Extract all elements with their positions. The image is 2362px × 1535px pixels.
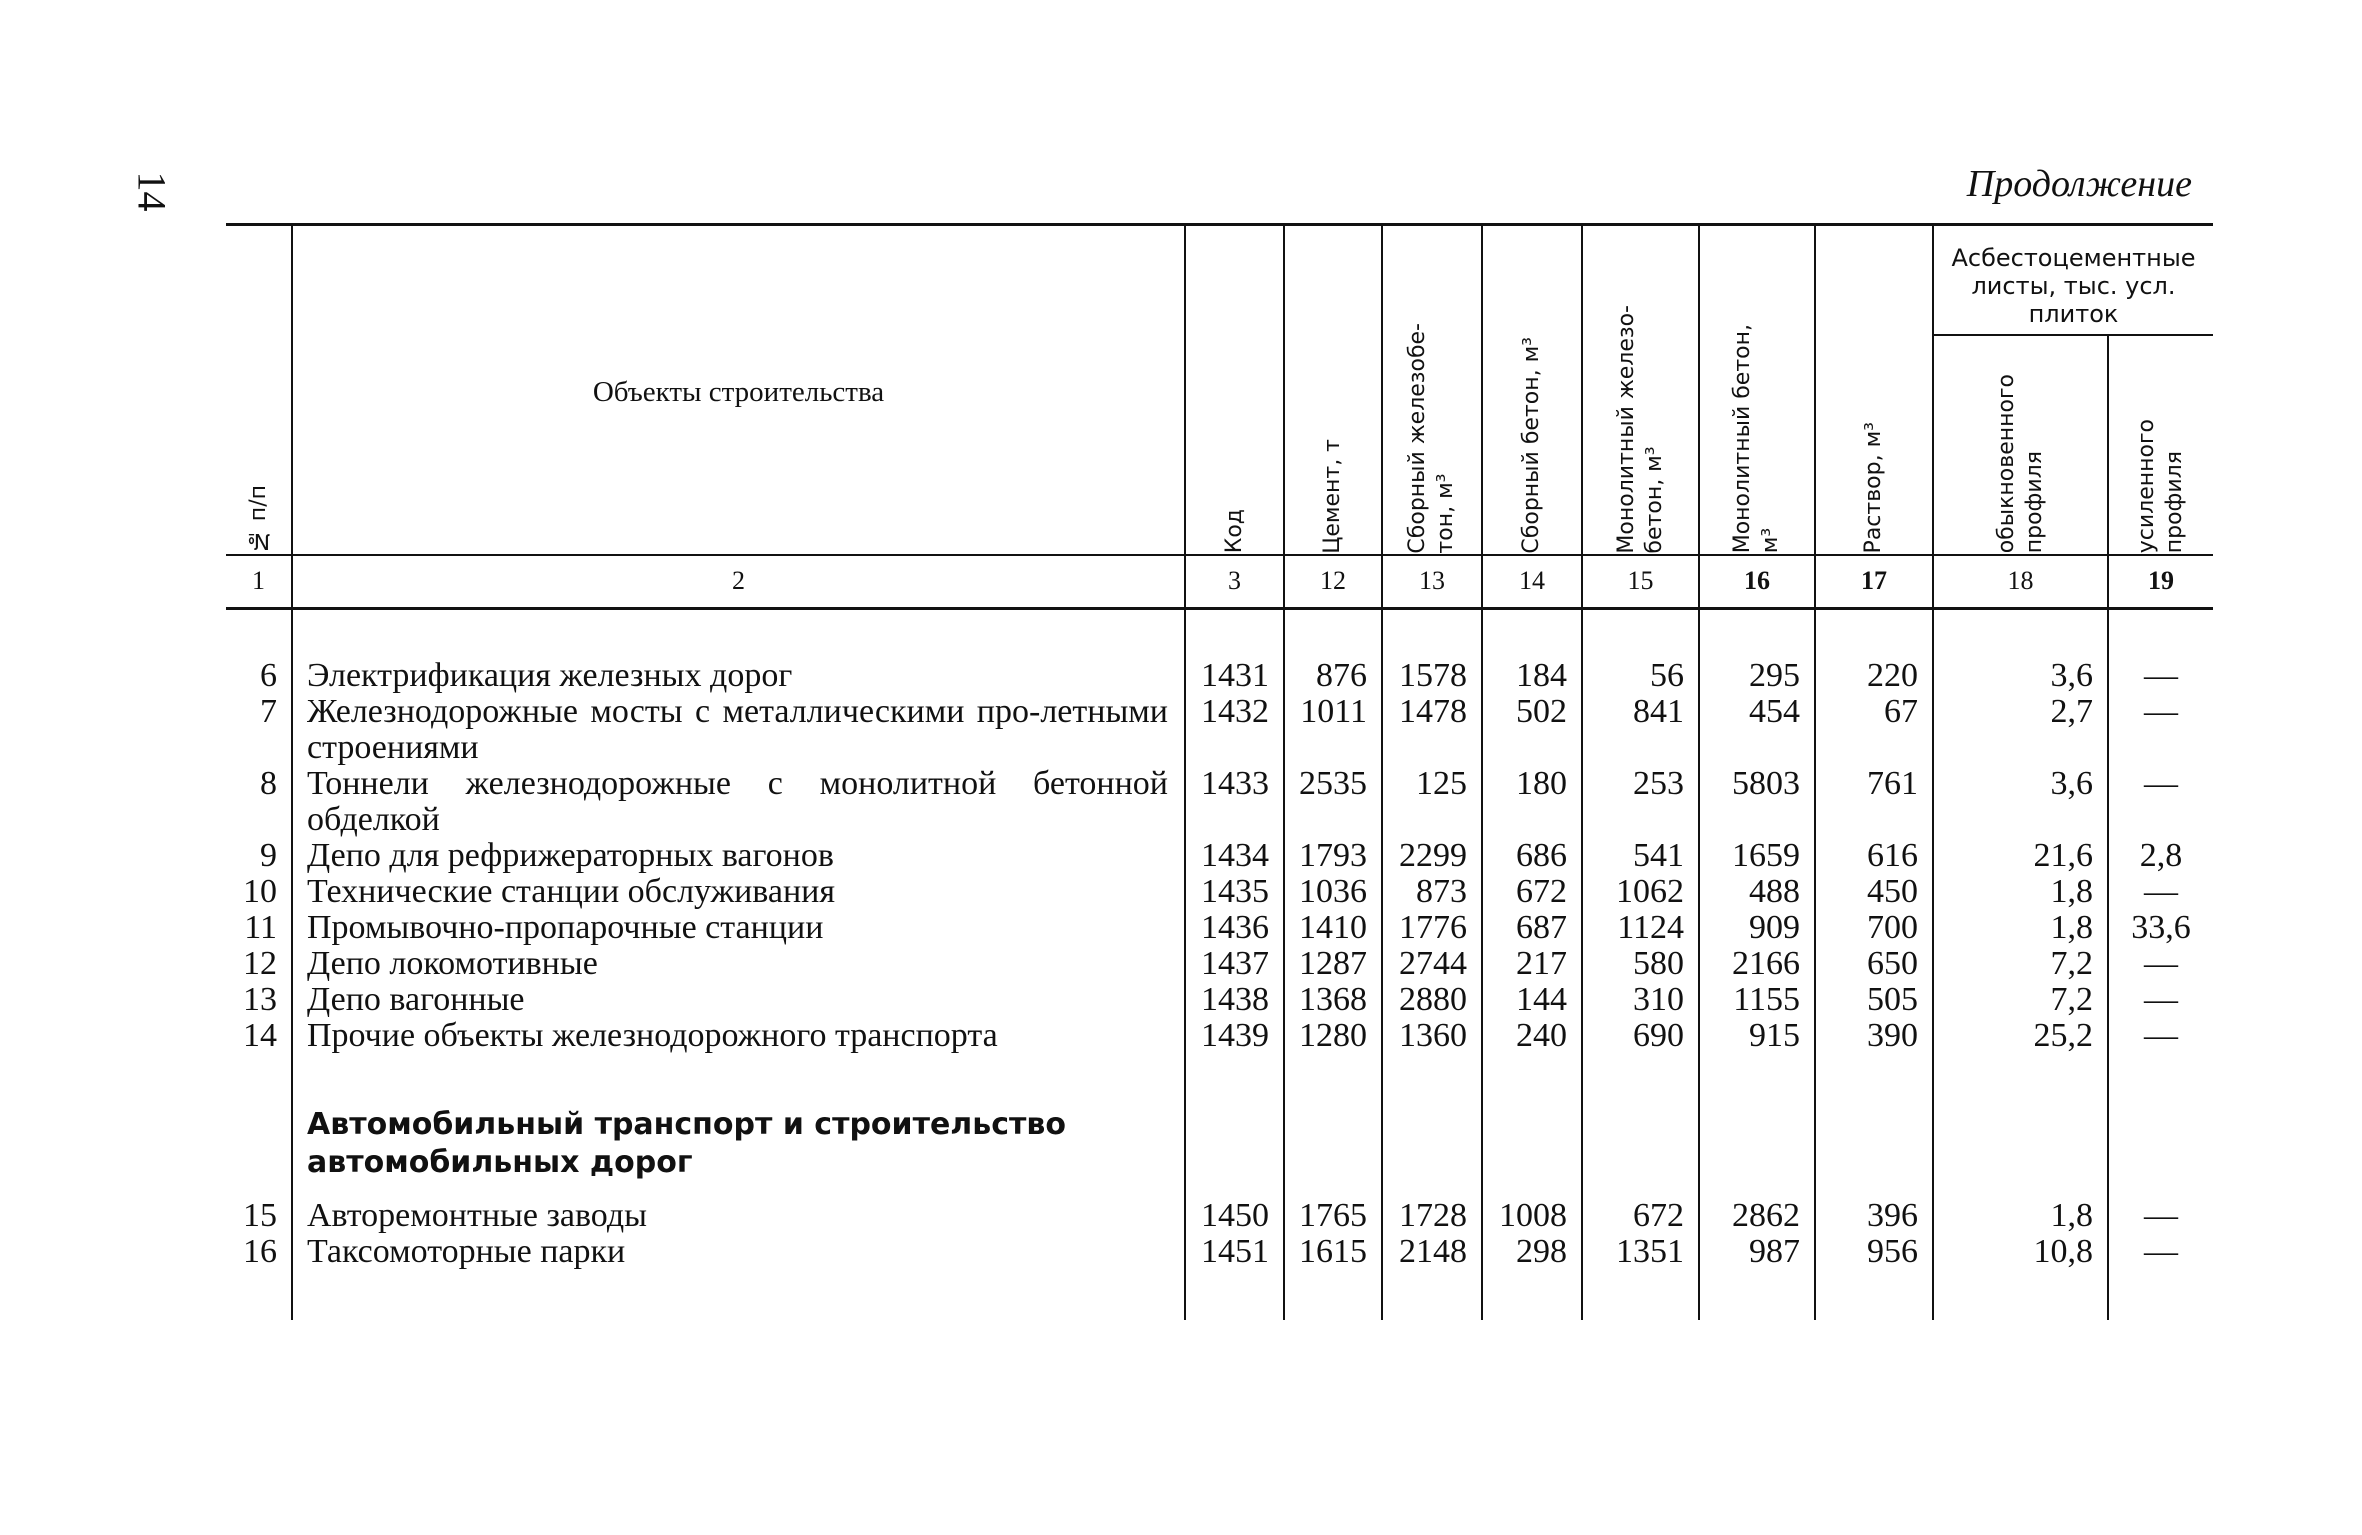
materials-table <box>226 223 2213 1320</box>
row-code: 1433 <box>1185 766 1284 838</box>
section-heading-row <box>226 1106 2213 1182</box>
row-number: 12 <box>226 946 292 982</box>
row-monolithic-concrete: 488 <box>1699 874 1815 910</box>
row-code: 1434 <box>1185 838 1284 874</box>
row-cement: 1280 <box>1284 1018 1382 1054</box>
row-number: 15 <box>226 1198 292 1234</box>
row-code: 1439 <box>1185 1018 1284 1054</box>
row-precast-concrete: 144 <box>1482 982 1582 1018</box>
header-reinforced-profile: усиленного профиля <box>2134 419 2187 554</box>
table-row <box>226 1018 2213 1054</box>
row-precast-rc: 2148 <box>1382 1234 1482 1270</box>
spacer-row <box>226 1182 2213 1198</box>
row-mortar: 390 <box>1815 1018 1933 1054</box>
row-monolithic-concrete: 915 <box>1699 1018 1815 1054</box>
row-code: 1436 <box>1185 910 1284 946</box>
row-code: 1432 <box>1185 694 1284 766</box>
row-monolithic-rc: 541 <box>1582 838 1699 874</box>
row-precast-rc: 1478 <box>1382 694 1482 766</box>
row-cement: 1287 <box>1284 946 1382 982</box>
row-monolithic-rc: 1062 <box>1582 874 1699 910</box>
row-reinforced-profile: — <box>2144 873 2178 910</box>
header-code: Код <box>1185 225 1284 555</box>
table-row <box>226 658 2213 694</box>
header-num: № п/п <box>226 225 292 555</box>
column-index: 12 <box>1284 555 1382 609</box>
row-ordinary-profile: 3,6 <box>1933 658 2108 694</box>
row-ordinary-profile: 21,6 <box>1933 838 2108 874</box>
row-ordinary-profile: 3,6 <box>1933 766 2108 838</box>
header-ordinary-profile: обыкновенного профиля <box>1933 335 2108 555</box>
row-precast-rc: 1776 <box>1382 910 1482 946</box>
table-row <box>226 946 2213 982</box>
section-title: Автомобильный транспорт и строительство автомобильных дорог <box>292 1106 1185 1182</box>
row-name: Промывочно-пропарочные станции <box>292 910 1185 946</box>
row-number: 11 <box>226 910 292 946</box>
row-monolithic-concrete: 1155 <box>1699 982 1815 1018</box>
row-number: 7 <box>226 694 292 766</box>
row-ordinary-profile: 25,2 <box>1933 1018 2108 1054</box>
row-mortar: 396 <box>1815 1198 1933 1234</box>
column-index-row <box>226 555 2213 609</box>
row-name: Технические станции обслуживания <box>292 874 1185 910</box>
table-row <box>226 982 2213 1018</box>
row-monolithic-rc: 690 <box>1582 1018 1699 1054</box>
row-monolithic-concrete: 2862 <box>1699 1198 1815 1234</box>
table-row <box>226 910 2213 946</box>
materials-table-container <box>226 223 2213 1320</box>
row-ordinary-profile: 10,8 <box>1933 1234 2108 1270</box>
header-cement: Цемент, т <box>1284 225 1382 555</box>
table-row <box>226 1234 2213 1270</box>
row-cement: 1410 <box>1284 910 1382 946</box>
row-name: Железнодорожные мосты с металлическими про-летными строениями <box>292 694 1185 766</box>
spacer-row <box>226 1054 2213 1106</box>
row-precast-rc: 2299 <box>1382 838 1482 874</box>
table-row <box>226 874 2213 910</box>
row-monolithic-rc: 56 <box>1582 658 1699 694</box>
column-index: 13 <box>1382 555 1482 609</box>
row-number: 16 <box>226 1234 292 1270</box>
row-reinforced-profile: — <box>2144 693 2178 730</box>
row-reinforced-profile: — <box>2144 657 2178 694</box>
row-cement: 2535 <box>1284 766 1382 838</box>
table-row <box>226 838 2213 874</box>
column-index: 15 <box>1582 555 1699 609</box>
page-number: 14 <box>129 171 175 212</box>
column-index: 1 <box>226 555 292 609</box>
spacer-row <box>226 609 2213 659</box>
row-mortar: 700 <box>1815 910 1933 946</box>
row-monolithic-concrete: 5803 <box>1699 766 1815 838</box>
row-monolithic-concrete: 295 <box>1699 658 1815 694</box>
row-precast-concrete: 298 <box>1482 1234 1582 1270</box>
row-precast-concrete: 217 <box>1482 946 1582 982</box>
row-code: 1438 <box>1185 982 1284 1018</box>
row-precast-rc: 125 <box>1382 766 1482 838</box>
row-mortar: 220 <box>1815 658 1933 694</box>
row-reinforced-profile: — <box>2144 1017 2178 1054</box>
row-mortar: 505 <box>1815 982 1933 1018</box>
column-index: 19 <box>2108 555 2213 609</box>
row-number: 10 <box>226 874 292 910</box>
row-mortar: 450 <box>1815 874 1933 910</box>
row-monolithic-rc: 672 <box>1582 1198 1699 1234</box>
row-number: 6 <box>226 658 292 694</box>
row-monolithic-rc: 310 <box>1582 982 1699 1018</box>
row-precast-rc: 2744 <box>1382 946 1482 982</box>
spacer-row <box>226 1270 2213 1320</box>
row-precast-rc: 2880 <box>1382 982 1482 1018</box>
row-precast-concrete: 687 <box>1482 910 1582 946</box>
header-monolithic-rc: Монолитный железо- бетон, м³ <box>1582 225 1699 555</box>
row-mortar: 650 <box>1815 946 1933 982</box>
row-name: Электрификация железных дорог <box>292 658 1185 694</box>
header-name: Объекты строительства <box>292 225 1185 555</box>
row-cement: 1765 <box>1284 1198 1382 1234</box>
row-code: 1451 <box>1185 1234 1284 1270</box>
row-name: Депо локомотивные <box>292 946 1185 982</box>
row-code: 1431 <box>1185 658 1284 694</box>
row-precast-concrete: 502 <box>1482 694 1582 766</box>
row-cement: 1793 <box>1284 838 1382 874</box>
column-index: 16 <box>1699 555 1815 609</box>
row-number: 8 <box>226 766 292 838</box>
row-precast-concrete: 1008 <box>1482 1198 1582 1234</box>
row-precast-concrete: 686 <box>1482 838 1582 874</box>
row-name: Таксомоторные парки <box>292 1234 1185 1270</box>
row-mortar: 761 <box>1815 766 1933 838</box>
row-monolithic-concrete: 454 <box>1699 694 1815 766</box>
row-reinforced-profile: 33,6 <box>2131 909 2191 946</box>
header-asbestos-group: Асбестоцементные листы, тыс. усл. плиток <box>1933 225 2213 335</box>
row-precast-rc: 1728 <box>1382 1198 1482 1234</box>
row-monolithic-rc: 253 <box>1582 766 1699 838</box>
header-monolithic-concrete: Монолитный бетон, м³ <box>1699 225 1815 555</box>
row-precast-rc: 873 <box>1382 874 1482 910</box>
row-reinforced-profile: — <box>2144 945 2178 982</box>
row-number: 14 <box>226 1018 292 1054</box>
row-mortar: 616 <box>1815 838 1933 874</box>
row-name: Депо для рефрижераторных вагонов <box>292 838 1185 874</box>
table-row <box>226 766 2213 838</box>
column-index: 17 <box>1815 555 1933 609</box>
row-name: Авторемонтные заводы <box>292 1198 1185 1234</box>
row-mortar: 956 <box>1815 1234 1933 1270</box>
row-precast-rc: 1360 <box>1382 1018 1482 1054</box>
column-index: 3 <box>1185 555 1284 609</box>
row-precast-rc: 1578 <box>1382 658 1482 694</box>
row-cement: 1368 <box>1284 982 1382 1018</box>
row-monolithic-rc: 841 <box>1582 694 1699 766</box>
row-monolithic-concrete: 1659 <box>1699 838 1815 874</box>
column-index: 18 <box>1933 555 2108 609</box>
row-cement: 1011 <box>1284 694 1382 766</box>
row-name: Прочие объекты железнодорожного транспорта <box>292 1018 1185 1054</box>
table-row <box>226 1198 2213 1234</box>
row-monolithic-rc: 1351 <box>1582 1234 1699 1270</box>
header-precast-concrete: Сборный бетон, м³ <box>1482 225 1582 555</box>
row-monolithic-concrete: 2166 <box>1699 946 1815 982</box>
row-code: 1435 <box>1185 874 1284 910</box>
row-reinforced-profile: — <box>2144 1197 2178 1234</box>
row-cement: 876 <box>1284 658 1382 694</box>
row-ordinary-profile: 7,2 <box>1933 982 2108 1018</box>
row-reinforced-profile: — <box>2144 765 2178 802</box>
row-cement: 1615 <box>1284 1234 1382 1270</box>
row-precast-concrete: 672 <box>1482 874 1582 910</box>
row-number: 13 <box>226 982 292 1018</box>
row-precast-concrete: 180 <box>1482 766 1582 838</box>
header-mortar: Раствор, м³ <box>1815 225 1933 555</box>
column-index: 2 <box>292 555 1185 609</box>
row-ordinary-profile: 1,8 <box>1933 910 2108 946</box>
table-row <box>226 694 2213 766</box>
header-precast-rc: Сборный железобе- тон, м³ <box>1382 225 1482 555</box>
row-code: 1450 <box>1185 1198 1284 1234</box>
column-index: 14 <box>1482 555 1582 609</box>
row-precast-concrete: 184 <box>1482 658 1582 694</box>
row-ordinary-profile: 1,8 <box>1933 874 2108 910</box>
row-ordinary-profile: 2,7 <box>1933 694 2108 766</box>
row-monolithic-concrete: 909 <box>1699 910 1815 946</box>
row-monolithic-concrete: 987 <box>1699 1234 1815 1270</box>
row-mortar: 67 <box>1815 694 1933 766</box>
row-precast-concrete: 240 <box>1482 1018 1582 1054</box>
row-ordinary-profile: 7,2 <box>1933 946 2108 982</box>
row-name: Депо вагонные <box>292 982 1185 1018</box>
row-code: 1437 <box>1185 946 1284 982</box>
table-body <box>226 609 2213 1321</box>
row-reinforced-profile: — <box>2144 981 2178 1018</box>
row-number: 9 <box>226 838 292 874</box>
row-reinforced-profile: 2,8 <box>2139 837 2183 874</box>
row-reinforced-profile: — <box>2144 1233 2178 1270</box>
row-cement: 1036 <box>1284 874 1382 910</box>
row-name: Тоннели железнодорожные с монолитной бетонной обделкой <box>292 766 1185 838</box>
row-monolithic-rc: 580 <box>1582 946 1699 982</box>
row-ordinary-profile: 1,8 <box>1933 1198 2108 1234</box>
row-monolithic-rc: 1124 <box>1582 910 1699 946</box>
continuation-label: Продолжение <box>1966 163 2192 205</box>
table-header <box>226 225 2213 609</box>
